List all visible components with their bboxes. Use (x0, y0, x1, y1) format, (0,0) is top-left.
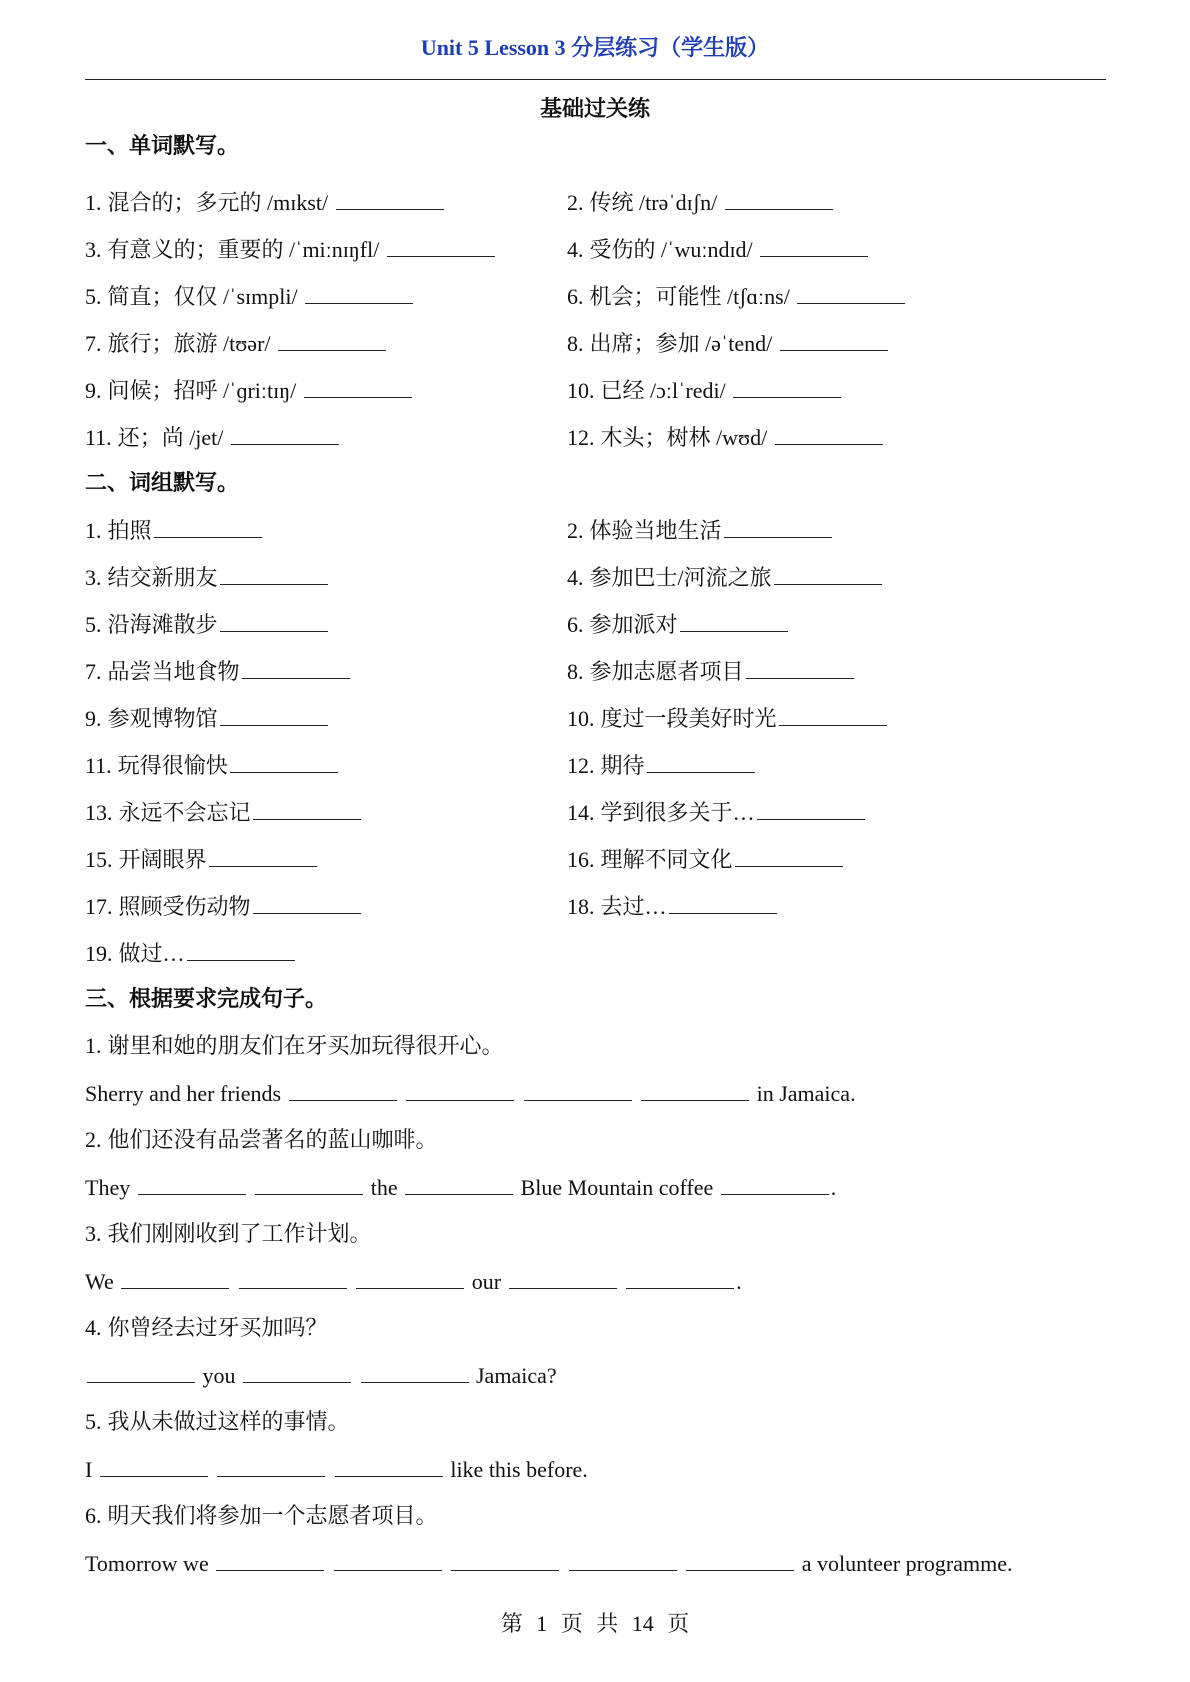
answer-blank[interactable] (231, 421, 339, 445)
question-chinese (85, 1500, 438, 1532)
item-number: 6. (85, 1503, 102, 1528)
phrase-item (85, 608, 330, 640)
item-number: 6. (567, 284, 584, 309)
answer-blank[interactable] (209, 843, 317, 867)
sentence-part: Jamaica? (476, 1363, 557, 1388)
question-chinese (85, 1124, 438, 1156)
answer-blank[interactable] (775, 421, 883, 445)
sentence-part: a volunteer programme. (801, 1551, 1013, 1576)
answer-blank[interactable] (187, 937, 295, 961)
answer-blank[interactable] (509, 1265, 617, 1289)
sentence-part: . (736, 1269, 742, 1294)
word-item (567, 233, 870, 265)
phrase-item (567, 561, 884, 593)
item-number: 2. (85, 1127, 102, 1152)
answer-blank[interactable] (626, 1265, 734, 1289)
answer-blank[interactable] (100, 1453, 208, 1477)
sentence-part: Tomorrow we (85, 1551, 209, 1576)
answer-blank[interactable] (253, 796, 361, 820)
question-chinese (85, 1030, 504, 1062)
phrase-item (85, 937, 297, 969)
item-text: 期待 (600, 753, 645, 778)
answer-blank[interactable] (387, 233, 495, 257)
answer-blank[interactable] (361, 1359, 469, 1383)
answer-blank[interactable] (735, 843, 843, 867)
answer-blank[interactable] (406, 1077, 514, 1101)
item-number: 1. (85, 190, 102, 215)
item-number: 7. (85, 331, 102, 356)
item-number: 3. (85, 237, 102, 262)
word-item (567, 186, 835, 218)
phrase-item (85, 561, 330, 593)
header-divider (85, 79, 1106, 80)
item-number: 10. (567, 378, 595, 403)
item-number: 4. (567, 237, 584, 262)
item-text: 参观博物馆 (107, 706, 218, 731)
item-number: 7. (85, 659, 102, 684)
question-text: 你曾经去过牙买加吗？ (107, 1315, 328, 1340)
answer-blank[interactable] (216, 1547, 324, 1571)
item-text: 受伤的 /ˈwuːndɪd/ (589, 237, 753, 262)
item-text: 还；尚 /jet/ (117, 425, 224, 450)
item-number: 1. (85, 518, 102, 543)
answer-blank[interactable] (278, 327, 386, 351)
item-number: 3. (85, 565, 102, 590)
question-english (85, 1265, 742, 1297)
section1-heading: 一、单词默写。 (85, 133, 240, 158)
answer-blank[interactable] (733, 374, 841, 398)
item-number: 4. (567, 565, 584, 590)
section-subtitle: 基础过关练 (539, 96, 650, 121)
sentence-part: Blue Mountain coffee (520, 1175, 714, 1200)
item-text: 品尝当地食物 (107, 659, 240, 684)
question-text: 我们刚刚收到了工作计划。 (107, 1221, 372, 1246)
sentence-part: like this before. (450, 1457, 588, 1482)
item-number: 3. (85, 1221, 102, 1246)
word-item (85, 186, 446, 218)
item-text: 玩得很愉快 (117, 753, 228, 778)
item-number: 4. (85, 1315, 102, 1340)
phrase-item (85, 843, 319, 875)
answer-blank[interactable] (220, 561, 328, 585)
word-item (85, 327, 388, 359)
phrase-item (567, 843, 845, 875)
item-text: 做过… (118, 941, 185, 966)
sentence-part: . (830, 1175, 837, 1200)
item-number: 8. (567, 659, 584, 684)
phrase-item (567, 608, 790, 640)
answer-blank[interactable] (647, 749, 755, 773)
answer-blank[interactable] (304, 374, 412, 398)
item-text: 开阔眼界 (118, 847, 207, 872)
answer-blank[interactable] (305, 280, 413, 304)
answer-blank[interactable] (721, 1171, 829, 1195)
sentence-part: They (85, 1175, 131, 1200)
item-number: 2. (567, 518, 584, 543)
item-number: 16. (567, 847, 595, 872)
answer-blank[interactable] (669, 890, 777, 914)
phrase-item (567, 796, 867, 828)
answer-blank[interactable] (746, 655, 854, 679)
word-item (85, 280, 415, 312)
item-text: 出席；参加 /əˈtend/ (589, 331, 773, 356)
item-number: 15. (85, 847, 113, 872)
word-item (567, 280, 907, 312)
item-text: 参加派对 (589, 612, 678, 637)
sentence-part: the (370, 1175, 398, 1200)
item-text: 学到很多关于… (600, 800, 755, 825)
answer-blank[interactable] (569, 1547, 677, 1571)
answer-blank[interactable] (220, 702, 328, 726)
question-english (85, 1547, 1012, 1579)
phrase-item (85, 749, 340, 781)
section3-heading: 三、根据要求完成句子。 (85, 986, 328, 1011)
item-text: 参加巴士/河流之旅 (589, 565, 772, 590)
answer-blank[interactable] (335, 1453, 443, 1477)
word-item (85, 233, 497, 265)
item-text: 结交新朋友 (107, 565, 218, 590)
item-text: 机会；可能性 /tʃɑːns/ (589, 284, 790, 309)
question-text: 他们还没有品尝著名的蓝山咖啡。 (107, 1127, 438, 1152)
answer-blank[interactable] (242, 655, 350, 679)
question-text: 谢里和她的朋友们在牙买加玩得很开心。 (107, 1033, 504, 1058)
item-text: 体验当地生活 (589, 518, 722, 543)
item-text: 永远不会忘记 (118, 800, 251, 825)
phrase-item (567, 749, 757, 781)
answer-blank[interactable] (686, 1547, 794, 1571)
answer-blank[interactable] (797, 280, 905, 304)
sentence-part: in Jamaica. (756, 1081, 856, 1106)
question-chinese (85, 1312, 328, 1344)
item-number: 8. (567, 331, 584, 356)
item-text: 传统 /trəˈdɪʃn/ (589, 190, 718, 215)
answer-blank[interactable] (774, 561, 882, 585)
answer-blank[interactable] (334, 1547, 442, 1571)
item-number: 5. (85, 612, 102, 637)
answer-blank[interactable] (289, 1077, 397, 1101)
item-text: 有意义的；重要的 /ˈmiːnɪŋfl/ (107, 237, 380, 262)
item-text: 度过一段美好时光 (600, 706, 777, 731)
answer-blank[interactable] (356, 1265, 464, 1289)
answer-blank[interactable] (680, 608, 788, 632)
item-text: 理解不同文化 (600, 847, 733, 872)
answer-blank[interactable] (253, 890, 361, 914)
item-number: 6. (567, 612, 584, 637)
question-text: 我从未做过这样的事情。 (107, 1409, 350, 1434)
phrase-item (567, 890, 779, 922)
answer-blank[interactable] (780, 327, 888, 351)
question-chinese (85, 1406, 350, 1438)
question-english (85, 1171, 836, 1203)
phrase-item (567, 702, 889, 734)
item-text: 拍照 (107, 518, 152, 543)
item-text: 问候；招呼 /ˈɡriːtɪŋ/ (107, 378, 297, 403)
item-text: 照顾受伤动物 (118, 894, 251, 919)
answer-blank[interactable] (524, 1077, 632, 1101)
phrase-item (85, 702, 330, 734)
answer-blank[interactable] (760, 233, 868, 257)
section2-heading: 二、词组默写。 (85, 470, 240, 495)
item-number: 5. (85, 284, 102, 309)
phrase-item (567, 514, 834, 546)
answer-blank[interactable] (641, 1077, 749, 1101)
item-text: 已经 /ɔːlˈredi/ (600, 378, 726, 403)
answer-blank[interactable] (725, 186, 833, 210)
question-english (85, 1453, 588, 1485)
word-item (85, 374, 414, 406)
sentence-part: Sherry and her friends (85, 1081, 282, 1106)
item-text: 旅行；旅游 /tʊər/ (107, 331, 271, 356)
answer-blank[interactable] (757, 796, 865, 820)
item-number: 2. (567, 190, 584, 215)
item-text: 混合的；多元的 /mɪkst/ (107, 190, 329, 215)
item-number: 9. (85, 378, 102, 403)
item-number: 12. (567, 753, 595, 778)
sentence-part: We (85, 1269, 114, 1294)
answer-blank[interactable] (138, 1171, 246, 1195)
answer-blank[interactable] (154, 514, 262, 538)
answer-blank[interactable] (217, 1453, 325, 1477)
sentence-part: our (471, 1269, 502, 1294)
answer-blank[interactable] (87, 1359, 195, 1383)
answer-blank[interactable] (255, 1171, 363, 1195)
phrase-item (85, 514, 264, 546)
phrase-item (85, 796, 363, 828)
word-item (567, 374, 843, 406)
item-text: 木头；树林 /wʊd/ (600, 425, 768, 450)
answer-blank[interactable] (121, 1265, 229, 1289)
item-number: 14. (567, 800, 595, 825)
answer-blank[interactable] (220, 608, 328, 632)
item-number: 12. (567, 425, 595, 450)
item-number: 18. (567, 894, 595, 919)
question-chinese (85, 1218, 372, 1250)
item-number: 11. (85, 753, 112, 778)
answer-blank[interactable] (724, 514, 832, 538)
phrase-item (85, 655, 352, 687)
answer-blank[interactable] (779, 702, 887, 726)
answer-blank[interactable] (451, 1547, 559, 1571)
item-text: 沿海滩散步 (107, 612, 218, 637)
item-number: 17. (85, 894, 113, 919)
item-number: 11. (85, 425, 112, 450)
question-english (85, 1077, 856, 1109)
item-number: 10. (567, 706, 595, 731)
word-item (567, 421, 885, 453)
item-text: 简直；仅仅 /ˈsɪmpli/ (107, 284, 298, 309)
answer-blank[interactable] (243, 1359, 351, 1383)
question-text: 明天我们将参加一个志愿者项目。 (107, 1503, 438, 1528)
item-text: 参加志愿者项目 (589, 659, 744, 684)
page-footer: 第 1 页 共 14 页 (500, 1611, 690, 1636)
sentence-part: I (85, 1457, 93, 1482)
item-number: 19. (85, 941, 113, 966)
item-text: 去过… (600, 894, 667, 919)
item-number: 1. (85, 1033, 102, 1058)
answer-blank[interactable] (239, 1265, 347, 1289)
word-item (567, 327, 890, 359)
answer-blank[interactable] (405, 1171, 513, 1195)
phrase-item (85, 890, 363, 922)
answer-blank[interactable] (230, 749, 338, 773)
item-number: 13. (85, 800, 113, 825)
item-number: 5. (85, 1409, 102, 1434)
answer-blank[interactable] (336, 186, 444, 210)
question-english (85, 1359, 557, 1391)
item-number: 9. (85, 706, 102, 731)
page-title: Unit 5 Lesson 3 分层练习（学生版） (420, 35, 770, 60)
phrase-item (567, 655, 856, 687)
word-item (85, 421, 341, 453)
sentence-part: you (202, 1363, 236, 1388)
